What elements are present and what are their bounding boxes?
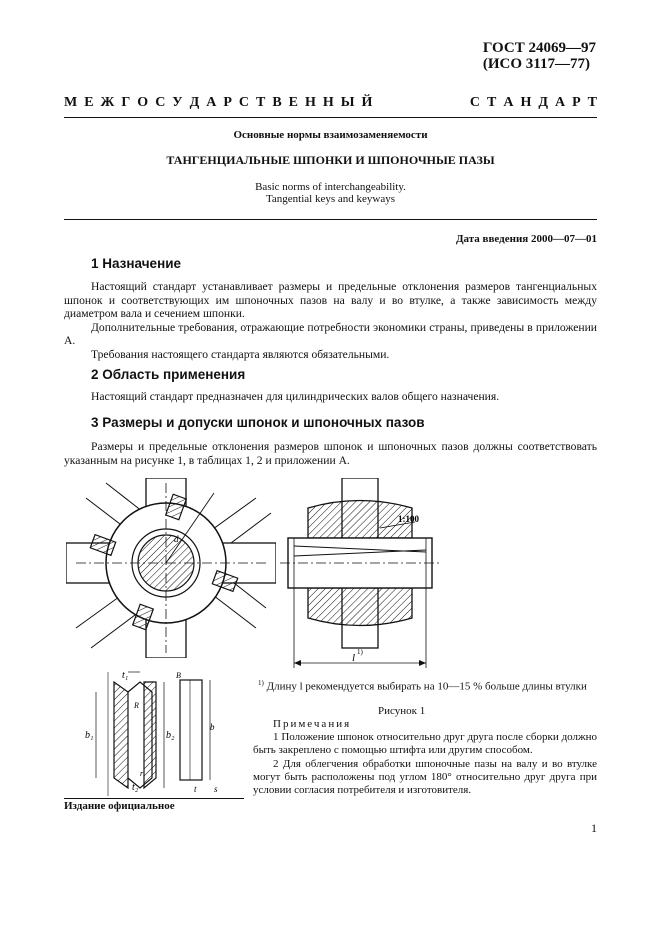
introduction-date: Дата введения 2000—07—01 <box>455 233 597 245</box>
dim-l-superscript: 1) <box>357 648 363 656</box>
notes-title: Примечания <box>273 718 352 730</box>
figure-caption: Рисунок 1 <box>378 705 426 717</box>
figure-footnote <box>258 679 587 693</box>
section-1-heading: 1 Назначение <box>91 256 182 271</box>
footnote-text: Длину l рекомендуется выбирать на 10—15 % больше длины втулки <box>266 680 587 693</box>
note-1: 1 Положение шпонок относительно друг друга после сборки должно быть закреплено с помощью штифта или другим способом. <box>253 731 597 757</box>
title-rule <box>64 219 597 220</box>
section-1-paragraph-2: Дополнительные требования, отражающие потребности экономики страны, приведены в приложении А. <box>64 320 597 347</box>
section-1-paragraph-3: Требования настоящего стандарта являются обязательными. <box>91 347 390 361</box>
standard-subtitle: Основные нормы взаимозаменяемости <box>233 129 428 141</box>
footnote-mark: 1) <box>258 679 264 687</box>
section-2-title <box>91 367 245 382</box>
english-title <box>64 181 597 205</box>
header-rule <box>64 117 597 118</box>
section-3-paragraph-1: Размеры и предельные отклонения размеров шпонок и шпоночных пазов должны соответствовать указанным на рисунке 1, в таблицах 1, 2 и приложении А. <box>64 440 597 467</box>
label-d: d <box>174 534 179 544</box>
standard-title: ТАНГЕНЦИАЛЬНЫЕ ШПОНКИ И ШПОНОЧНЫЕ ПАЗЫ <box>166 153 495 167</box>
standard-header <box>64 95 597 111</box>
dim-l-label: l <box>352 652 356 664</box>
header-word-2: С Т А Н Д А Р Т <box>469 95 597 110</box>
section-1-title <box>91 256 181 271</box>
taper-label: 1:100 <box>398 514 419 524</box>
english-title-line1: Basic norms of interchangeability. <box>255 181 406 193</box>
label-b2: b₂ <box>166 730 175 741</box>
label-b: b <box>210 722 215 732</box>
label-r: r <box>140 769 144 778</box>
figure-notes <box>253 718 597 797</box>
iso-number: (ИСО 3117—77) <box>482 56 590 72</box>
header-word-1: М Е Ж Г О С У Д А Р С Т В Е Н Н Ы Й <box>64 95 373 110</box>
standard-code <box>483 40 596 72</box>
english-title-line2: Tangential keys and keyways <box>265 193 396 205</box>
section-1-paragraph-1: Настоящий стандарт устанавливает размеры и предельные отклонения размеров тангенциальных шпонок и соответствующих им шпоночных пазов на валу и во втулке, а также зависимость между диаметром вала и сечением шпонки. <box>64 280 597 320</box>
footer-rule <box>64 798 244 799</box>
section-3-body <box>64 440 597 467</box>
edition-note: Издание официальное <box>64 800 175 812</box>
longitudinal-section-drawing <box>280 478 440 678</box>
section-2-body <box>64 390 597 404</box>
gost-number: ГОСТ 24069—97 <box>482 40 596 56</box>
section-2-paragraph-1: Настоящий стандарт предназначен для цилиндрических валов общего назначения. <box>91 390 500 403</box>
cross-section-drawing <box>66 478 276 658</box>
section-1-body <box>64 280 597 361</box>
note-2: 2 Для облегчения обработки шпоночные пазы на валу и во втулке могут быть расположены под углом 180° относительно друг друга при условии согласия потребителя и изготовителя. <box>253 757 597 797</box>
section-3-title <box>91 415 425 430</box>
key-profile-drawing <box>82 668 222 796</box>
page-number: 1 <box>591 821 597 835</box>
label-t1: t₁ <box>122 670 129 681</box>
section-2-heading: 2 Область применения <box>91 367 246 382</box>
label-B: B <box>176 671 181 680</box>
label-R: R <box>134 701 139 710</box>
label-s: s <box>214 784 218 794</box>
label-t2: t₂ <box>132 782 139 793</box>
section-3-heading: 3 Размеры и допуски шпонок и шпоночных пазов <box>91 415 425 430</box>
label-b1: b₁ <box>85 730 94 741</box>
label-t: t <box>194 784 197 794</box>
